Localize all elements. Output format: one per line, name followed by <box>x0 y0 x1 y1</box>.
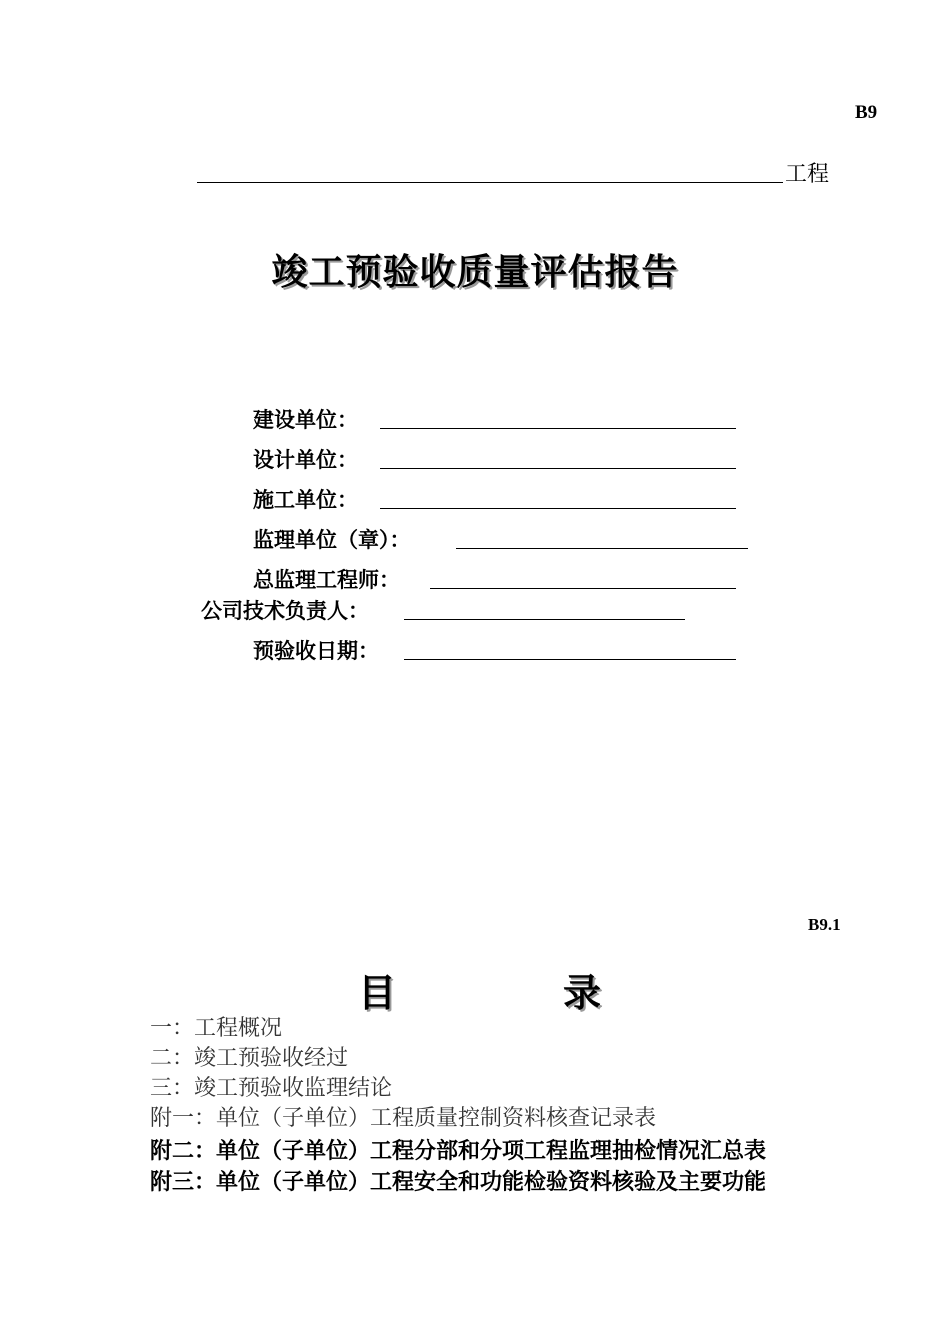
project-name-underline <box>197 182 783 183</box>
toc-code: B9.1 <box>808 915 841 934</box>
field-label-technical-director: 公司技术负责人： <box>201 599 369 623</box>
toc-item-5[interactable]: 附二：单位（子单位）工程分部和分项工程监理抽检情况汇总表 <box>150 1139 767 1164</box>
field-line-supervision-unit[interactable] <box>456 548 748 549</box>
project-suffix: 工程 <box>785 162 830 187</box>
field-line-contractor-unit[interactable] <box>380 508 736 509</box>
field-label-acceptance-date: 预验收日期： <box>253 639 379 663</box>
toc-item-2[interactable]: 二：竣工预验收经过 <box>150 1046 349 1071</box>
toc-item-1[interactable]: 一：工程概况 <box>150 1016 283 1041</box>
field-label-contractor-unit: 施工单位： <box>253 488 358 512</box>
toc-item-3[interactable]: 三：竣工预验收监理结论 <box>150 1076 393 1101</box>
field-line-chief-supervisor[interactable] <box>430 588 736 589</box>
report-title: 竣工预验收质量评估报告 <box>271 252 679 293</box>
form-code: B9 <box>855 102 878 123</box>
field-label-supervision-unit: 监理单位（章）： <box>253 528 411 552</box>
toc-title-char-1: 目 <box>358 971 397 1015</box>
toc-item-4[interactable]: 附一：单位（子单位）工程质量控制资料核查记录表 <box>150 1106 657 1131</box>
field-label-construction-unit: 建设单位： <box>253 408 358 432</box>
toc-title-char-2: 录 <box>563 971 602 1015</box>
field-label-chief-supervisor: 总监理工程师： <box>253 568 400 592</box>
field-line-acceptance-date[interactable] <box>404 659 736 660</box>
toc-item-6[interactable]: 附三：单位（子单位）工程安全和功能检验资料核验及主要功能 <box>150 1170 767 1195</box>
field-line-design-unit[interactable] <box>380 468 736 469</box>
field-line-construction-unit[interactable] <box>380 428 736 429</box>
field-label-design-unit: 设计单位： <box>253 448 358 472</box>
field-line-technical-director[interactable] <box>404 619 685 620</box>
